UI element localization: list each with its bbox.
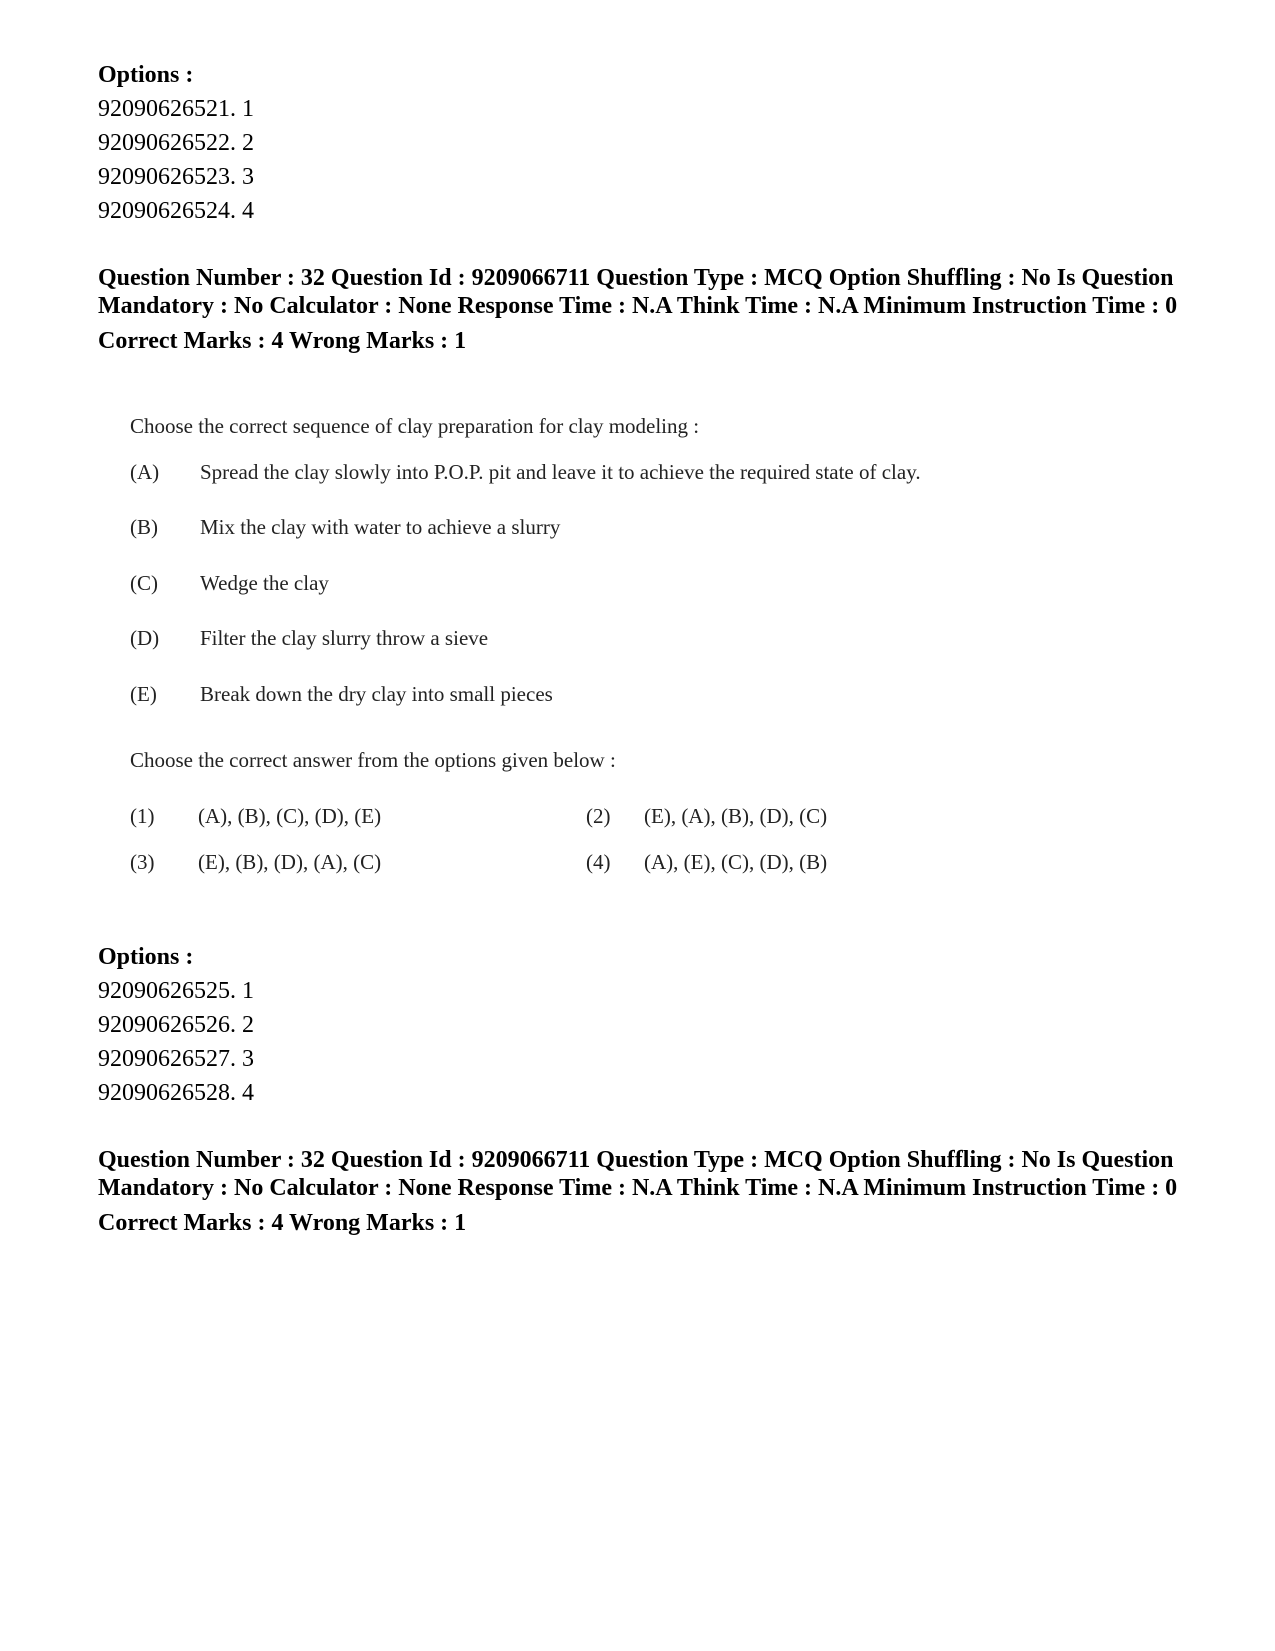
item-text: Wedge the clay xyxy=(200,571,329,595)
item-text: Break down the dry clay into small pieces xyxy=(200,682,553,706)
option-line: 92090626528. 4 xyxy=(98,1080,254,1106)
option-line: 92090626524. 4 xyxy=(98,198,254,224)
answer-text: (E), (B), (D), (A), (C) xyxy=(198,850,382,874)
item-key: (D) xyxy=(130,626,160,650)
item-key: (A) xyxy=(130,460,160,484)
option-line: 92090626525. 1 xyxy=(98,978,254,1004)
answer-number: (4) xyxy=(586,850,611,874)
question-marks: Correct Marks : 4 Wrong Marks : 1 xyxy=(98,1210,467,1236)
question-header: Question Number : 32 Question Id : 9209066711 Question Type : MCQ Option Shuffling : No Is Question Mandatory : No Calculator : None Response Time : N.A Think Time : N.A Minimum Instruction Time : 0 xyxy=(98,265,1178,319)
options-block-2 xyxy=(98,940,1178,1110)
option-line: 92090626521. 1 xyxy=(98,96,254,122)
option-line: 92090626526. 2 xyxy=(98,1012,254,1038)
item-text: Spread the clay slowly into P.O.P. pit and leave it to achieve the required state of clay. xyxy=(200,460,921,484)
option-line: 92090626522. 2 xyxy=(98,130,254,156)
option-line: 92090626527. 3 xyxy=(98,1046,254,1072)
item-text: Filter the clay slurry throw a sieve xyxy=(200,626,489,650)
answer-text: (A), (E), (C), (D), (B) xyxy=(644,850,828,874)
question-header-block xyxy=(98,264,1178,358)
answer-number: (2) xyxy=(586,804,611,828)
option-line: 92090626523. 3 xyxy=(98,164,254,190)
options-label: Options : xyxy=(98,62,194,88)
question-stem: Choose the correct sequence of clay preparation for clay modeling : xyxy=(130,414,700,438)
answer-number: (3) xyxy=(130,850,155,874)
answer-prompt: Choose the correct answer from the options given below : xyxy=(130,748,616,772)
question-marks: Correct Marks : 4 Wrong Marks : 1 xyxy=(98,328,467,354)
question-header: Question Number : 32 Question Id : 9209066711 Question Type : MCQ Option Shuffling : No Is Question Mandatory : No Calculator : None Response Time : N.A Think Time : N.A Minimum Instruction Time : 0 xyxy=(98,1147,1178,1201)
next-question-header-block xyxy=(98,1146,1178,1240)
item-key: (C) xyxy=(130,571,158,595)
answer-number: (1) xyxy=(130,804,155,828)
answer-text: (E), (A), (B), (D), (C) xyxy=(644,804,828,828)
item-key: (B) xyxy=(130,515,158,539)
answer-text: (A), (B), (C), (D), (E) xyxy=(198,804,382,828)
options-label: Options : xyxy=(98,944,194,970)
options-block-1 xyxy=(98,58,1178,228)
item-text: Mix the clay with water to achieve a slurry xyxy=(200,515,561,539)
item-key: (E) xyxy=(130,682,157,706)
